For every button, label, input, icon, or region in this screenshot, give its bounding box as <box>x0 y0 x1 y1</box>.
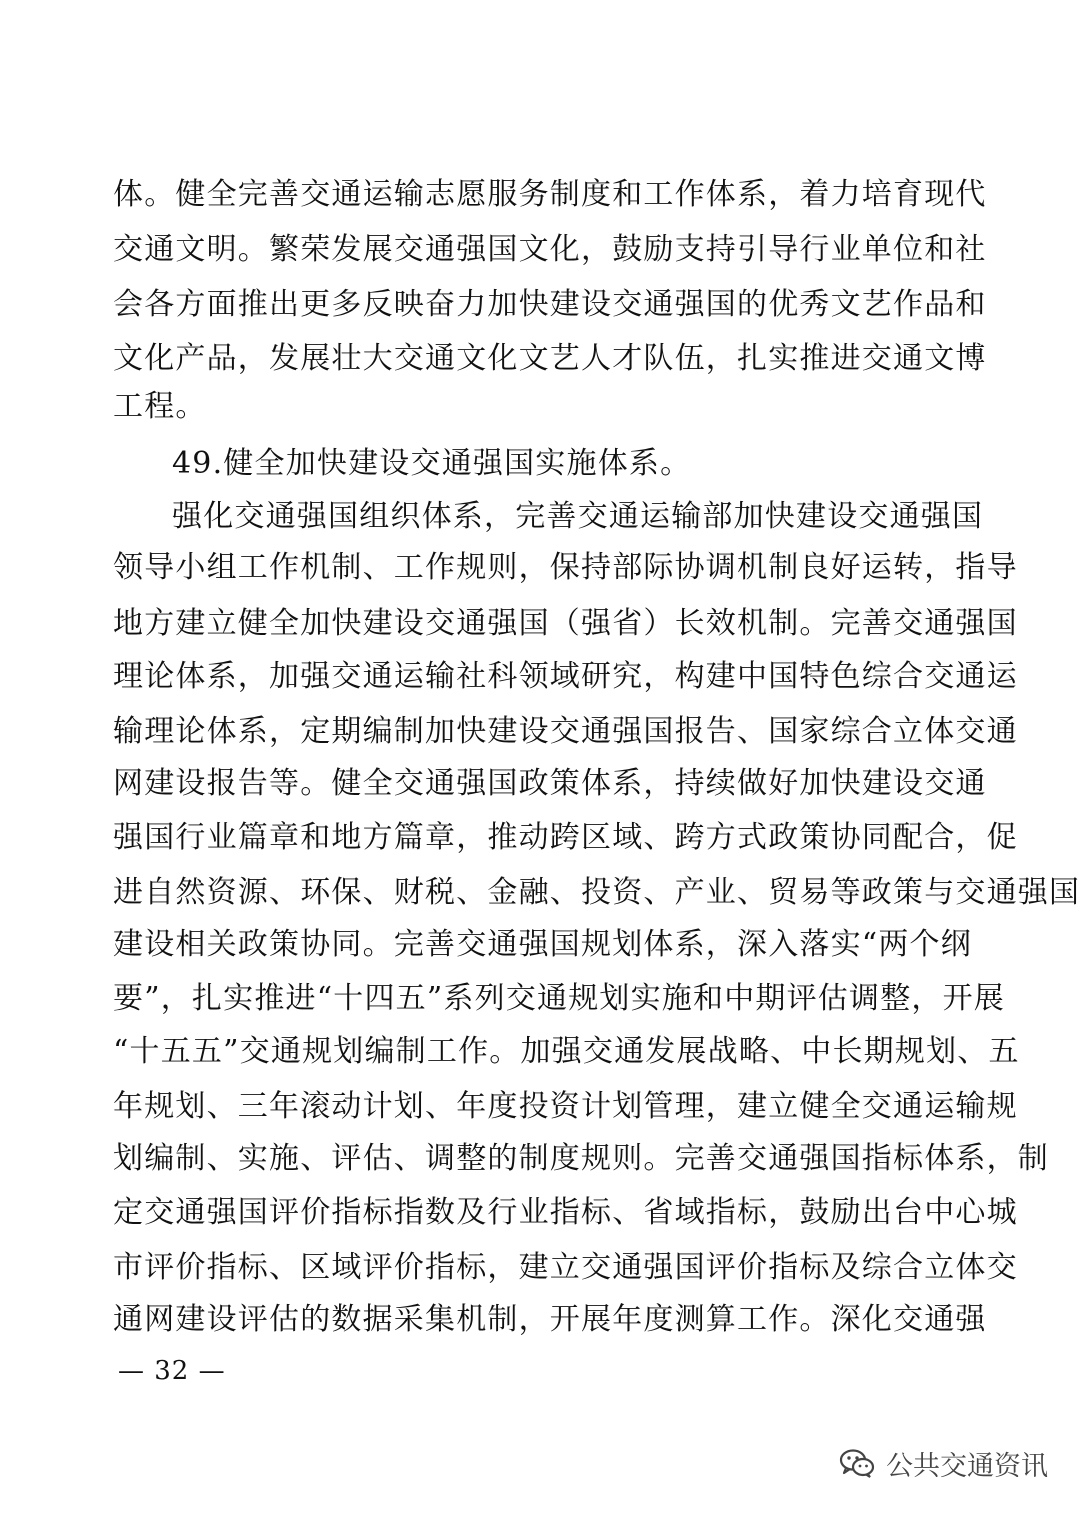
watermark-text: 公共交通资讯 <box>886 1450 1048 1482</box>
text-line: 理论体系，加强交通运输社科领域研究，构建中国特色综合交通运 <box>113 659 1018 694</box>
text-line: 工程。 <box>113 389 207 424</box>
text-line: 地方建立健全加快建设交通强国（强省）长效机制。完善交通强国 <box>113 606 1018 641</box>
section-heading: 49.健全加快建设交通强国实施体系。 <box>172 446 692 481</box>
text-line: “十五五”交通规划编制工作。加强交通发展战略、中长期规划、五 <box>113 1034 1020 1069</box>
wechat-icon <box>838 1447 876 1479</box>
text-line: 交通文明。繁荣发展交通强国文化，鼓励支持引导行业单位和社 <box>113 232 987 267</box>
text-line: 体。健全完善交通运输志愿服务制度和工作体系，着力培育现代 <box>113 177 987 212</box>
text-line: 市评价指标、区域评价指标，建立交通强国评价指标及综合立体交 <box>113 1250 1018 1285</box>
text-line: 要”，扎实推进“十四五”系列交通规划实施和中期评估调整，开展 <box>113 981 1006 1016</box>
text-line: 领导小组工作机制、工作规则，保持部际协调机制良好运转，指导 <box>113 550 1018 585</box>
text-line: 会各方面推出更多反映奋力加快建设交通强国的优秀文艺作品和 <box>113 287 987 322</box>
wechat-watermark <box>838 1445 1048 1481</box>
text-line: 文化产品，发展壮大交通文化文艺人才队伍，扎实推进交通文博 <box>113 341 987 376</box>
text-line: 输理论体系，定期编制加快建设交通强国报告、国家综合立体交通 <box>113 714 1018 749</box>
text-line: 强化交通强国组织体系，完善交通运输部加快建设交通强国 <box>172 499 984 534</box>
text-line: 强国行业篇章和地方篇章，推动跨区域、跨方式政策协同配合，促 <box>113 820 1018 855</box>
text-line: 年规划、三年滚动计划、年度投资计划管理，建立健全交通运输规 <box>113 1089 1018 1124</box>
text-line: 建设相关政策协同。完善交通强国规划体系，深入落实“两个纲 <box>113 927 972 962</box>
text-line: 进自然资源、环保、财税、金融、投资、产业、贸易等政策与交通强国 <box>113 875 1080 910</box>
text-line: 划编制、实施、评估、调整的制度规则。完善交通强国指标体系，制 <box>113 1141 1049 1176</box>
text-line: 定交通强国评价指标指数及行业指标、省域指标，鼓励出台中心城 <box>113 1195 1018 1230</box>
text-line: 通网建设评估的数据采集机制，开展年度测算工作。深化交通强 <box>113 1302 987 1337</box>
text-line: 网建设报告等。健全交通强国政策体系，持续做好加快建设交通 <box>113 766 987 801</box>
page-number: — 32 — <box>118 1356 226 1386</box>
